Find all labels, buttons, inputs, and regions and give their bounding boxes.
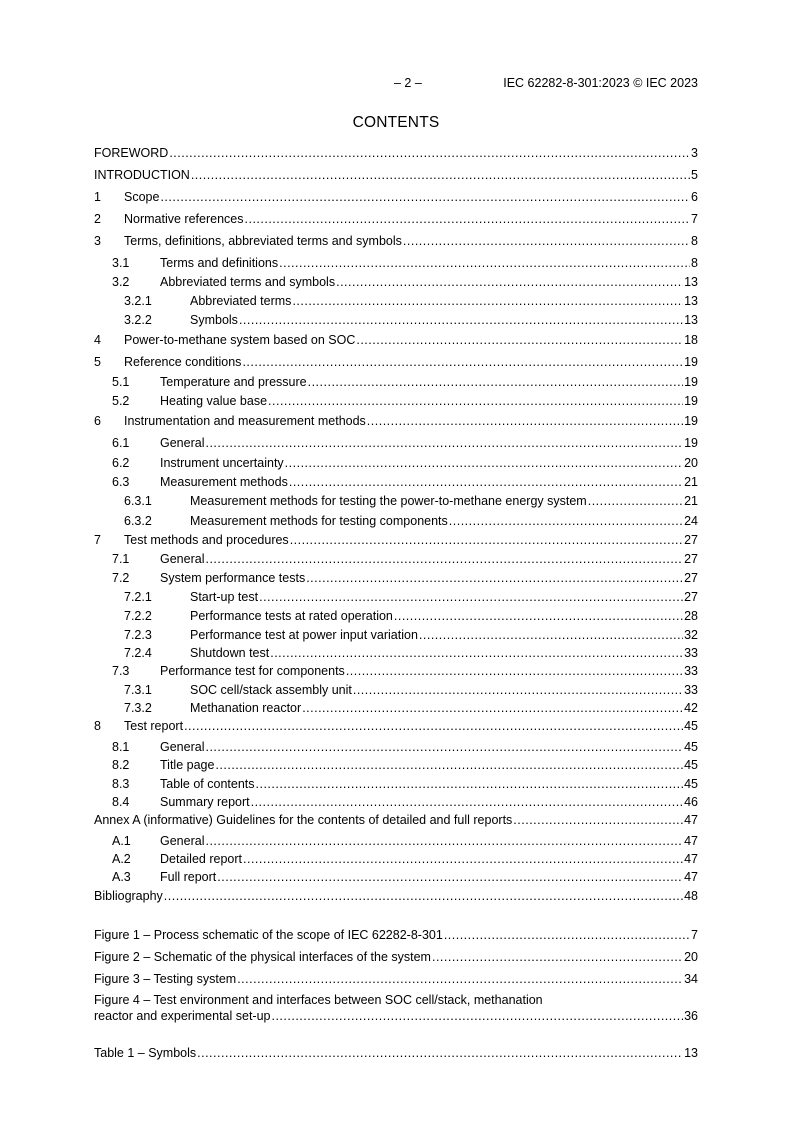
toc-entry-page: 5 [691, 168, 698, 182]
toc-entry-page: 21 [684, 475, 698, 489]
dot-leader [432, 949, 683, 965]
table-entry-title: Table 1 – Symbols [94, 1046, 197, 1060]
toc-entry-number: 2 [94, 212, 101, 226]
figure-entry-title: Figure 1 – Process schematic of the scope of IEC 62282-8-301 [94, 928, 443, 942]
toc-entry[interactable] [94, 682, 698, 698]
toc-entry-page: 48 [684, 889, 698, 903]
toc-entry-title: INTRODUCTION [94, 168, 190, 182]
toc-entry[interactable] [94, 332, 698, 348]
figure-entry[interactable] [94, 949, 698, 965]
toc-entry[interactable] [94, 474, 698, 490]
dot-leader [205, 435, 683, 451]
dot-leader [306, 570, 683, 586]
toc-entry-title: Detailed report [160, 852, 242, 866]
toc-entry-title: General [160, 436, 205, 450]
dot-leader [271, 1008, 683, 1024]
toc-entry-title: Abbreviated terms [190, 294, 292, 308]
figure-entry-page: 34 [684, 972, 698, 986]
toc-entry[interactable] [94, 608, 698, 624]
dot-leader [215, 757, 683, 773]
toc-entry-title: Terms, definitions, abbreviated terms and symbols [124, 234, 402, 248]
toc-entry-page: 19 [684, 355, 698, 369]
toc-entry[interactable] [94, 167, 698, 183]
dot-leader [160, 189, 690, 205]
toc-entry-page: 13 [684, 275, 698, 289]
toc-entry-page: 3 [691, 146, 698, 160]
dot-leader [336, 274, 683, 290]
toc-entry-page: 8 [691, 234, 698, 248]
toc-entry[interactable] [94, 274, 698, 290]
toc-entry-page: 33 [684, 664, 698, 678]
toc-entry-title: Table of contents [160, 777, 255, 791]
toc-entry-title: Performance test for components [160, 664, 345, 678]
toc-entry[interactable] [94, 663, 698, 679]
toc-entry-title: System performance tests [160, 571, 306, 585]
toc-entry-number: 7.2 [112, 571, 130, 585]
toc-entry-title: Test report [124, 719, 184, 733]
toc-entry-page: 27 [684, 533, 698, 547]
dot-leader [243, 851, 683, 867]
toc-entry-page: 19 [684, 394, 698, 408]
page-title: CONTENTS [352, 114, 440, 131]
figure-entry-page: 20 [684, 950, 698, 964]
toc-entry[interactable] [94, 851, 698, 867]
toc-entry-number: 1 [94, 190, 101, 204]
toc-entry[interactable] [94, 757, 698, 773]
toc-entry-title: Start-up test [190, 590, 259, 604]
toc-entry[interactable] [94, 435, 698, 451]
toc-entry[interactable] [94, 354, 698, 370]
toc-entry-number: 8.1 [112, 740, 130, 754]
toc-entry[interactable] [94, 513, 698, 529]
toc-entry[interactable] [94, 211, 698, 227]
toc-entry-number: 3.2.1 [124, 294, 152, 308]
toc-entry-number: 6.3.2 [124, 514, 152, 528]
table-entry-page: 13 [684, 1046, 698, 1060]
toc-entry-title: Performance test at power input variation [190, 628, 418, 642]
toc-entry-title: General [160, 834, 205, 848]
toc-entry-number: 7 [94, 533, 101, 547]
toc-entry-page: 27 [684, 552, 698, 566]
figure-entry[interactable] [94, 992, 698, 1024]
toc-entry[interactable] [94, 888, 698, 904]
dot-leader [205, 739, 683, 755]
dot-leader [239, 312, 683, 328]
toc-entry-page: 47 [684, 813, 698, 827]
dot-leader [169, 145, 690, 161]
figure-entry[interactable] [94, 927, 698, 943]
toc-entry[interactable] [94, 233, 698, 249]
toc-entry[interactable] [94, 812, 698, 828]
dot-leader [164, 888, 683, 904]
toc-entry-number: 7.3.2 [124, 701, 152, 715]
toc-entry[interactable] [94, 776, 698, 792]
toc-entry-page: 24 [684, 514, 698, 528]
toc-entry-number: 6.3.1 [124, 494, 152, 508]
toc-entry-number: 3.2.2 [124, 313, 152, 327]
toc-entry-number: 7.2.4 [124, 646, 152, 660]
toc-entry[interactable] [94, 700, 698, 716]
toc-entry[interactable] [94, 645, 698, 661]
toc-entry-page: 33 [684, 646, 698, 660]
toc-entry[interactable] [94, 374, 698, 390]
toc-entry-number: 8.4 [112, 795, 130, 809]
toc-entry-title: Abbreviated terms and symbols [160, 275, 336, 289]
figure-entry-title-line1: Figure 4 – Test environment and interfaces between SOC cell/stack, methanation [94, 993, 543, 1007]
toc-entry-title: FOREWORD [94, 146, 169, 160]
dot-leader [367, 413, 683, 429]
toc-entry-title: Methanation reactor [190, 701, 302, 715]
dot-leader [242, 354, 683, 370]
toc-entry-number: 7.3.1 [124, 683, 152, 697]
toc-entry-page: 6 [691, 190, 698, 204]
toc-entry[interactable] [94, 255, 698, 271]
toc-entry-number: 4 [94, 333, 101, 347]
toc-entry[interactable] [94, 493, 698, 509]
toc-entry-title: General [160, 552, 205, 566]
toc-entry-title: Terms and definitions [160, 256, 279, 270]
toc-entry[interactable] [94, 413, 698, 429]
dot-leader [588, 493, 683, 509]
toc-entry-title: Performance tests at rated operation [190, 609, 393, 623]
toc-entry-number: 7.1 [112, 552, 130, 566]
toc-entry[interactable] [94, 570, 698, 586]
toc-entry[interactable] [94, 393, 698, 409]
toc-entry-title: Title page [160, 758, 215, 772]
toc-entry-page: 20 [684, 456, 698, 470]
toc-entry-page: 47 [684, 852, 698, 866]
dot-leader [292, 293, 683, 309]
toc-entry[interactable] [94, 718, 698, 734]
toc-entry-number: 6 [94, 414, 101, 428]
figure-entry-title: Figure 2 – Schematic of the physical interfaces of the system [94, 950, 431, 964]
toc-entry-number: A.3 [112, 870, 131, 884]
dot-leader [444, 927, 690, 943]
toc-entry-title: Symbols [190, 313, 238, 327]
dot-leader [245, 211, 691, 227]
toc-entry-title: Instrument uncertainty [160, 456, 284, 470]
figure-entry[interactable] [94, 971, 698, 987]
dot-leader [279, 255, 690, 271]
toc-entry-page: 46 [684, 795, 698, 809]
toc-entry[interactable] [94, 293, 698, 309]
toc-entry-title: Scope [124, 190, 160, 204]
figure-entry-title: Figure 3 – Testing system [94, 972, 237, 986]
toc-entry[interactable] [94, 532, 698, 548]
toc-entry-page: 21 [684, 494, 698, 508]
toc-entry-number: 8 [94, 719, 101, 733]
toc-entry[interactable] [94, 794, 698, 810]
toc-entry-title: Normative references [124, 212, 244, 226]
toc-entry-number: 6.1 [112, 436, 130, 450]
figure-entry-line2 [94, 1008, 698, 1024]
toc-entry[interactable] [94, 145, 698, 161]
page-number: – 2 – [394, 76, 422, 90]
dot-leader [394, 608, 683, 624]
dot-leader [217, 869, 683, 885]
page-header [94, 76, 698, 92]
toc-entry-number: 6.2 [112, 456, 130, 470]
toc-entry-page: 19 [684, 375, 698, 389]
toc-entry-number: 8.3 [112, 777, 130, 791]
toc-entry-page: 45 [684, 719, 698, 733]
toc-entry-title: Measurement methods for testing the power-to-methane energy system [190, 494, 587, 508]
toc-entry-page: 19 [684, 436, 698, 450]
toc-entry-page: 19 [684, 414, 698, 428]
toc-entry-page: 32 [684, 628, 698, 642]
toc-entry[interactable] [94, 833, 698, 849]
dot-leader [285, 455, 683, 471]
dot-leader [289, 474, 683, 490]
dot-leader [346, 663, 683, 679]
dot-leader [513, 812, 683, 828]
dot-leader [237, 971, 683, 987]
toc-entry-page: 42 [684, 701, 698, 715]
dot-leader [353, 682, 683, 698]
toc-entry-title: Instrumentation and measurement methods [124, 414, 366, 428]
table-entry[interactable] [94, 1045, 698, 1061]
toc-entry-page: 18 [684, 333, 698, 347]
dot-leader [403, 233, 690, 249]
dot-leader [251, 794, 683, 810]
toc-entry-page: 8 [691, 256, 698, 270]
toc-entry-page: 45 [684, 758, 698, 772]
toc-entry-page: 33 [684, 683, 698, 697]
toc-entry-page: 45 [684, 777, 698, 791]
dot-leader [256, 776, 684, 792]
toc-entry-title: Test methods and procedures [124, 533, 289, 547]
toc-entry-title: Measurement methods [160, 475, 288, 489]
toc-entry-title: Measurement methods for testing components [190, 514, 448, 528]
toc-entry-title: Shutdown test [190, 646, 270, 660]
dot-leader [419, 627, 683, 643]
dot-leader [268, 393, 683, 409]
toc-entry[interactable] [94, 189, 698, 205]
toc-entry-title: Reference conditions [124, 355, 242, 369]
dot-leader [197, 1045, 683, 1061]
toc-entry[interactable] [94, 739, 698, 755]
toc-entry-title: Annex A (informative) Guidelines for the contents of detailed and full reports [94, 813, 513, 827]
toc-entry-number: 3.2 [112, 275, 130, 289]
dot-leader [302, 700, 683, 716]
toc-entry-number: 7.3 [112, 664, 130, 678]
dot-leader [184, 718, 683, 734]
dot-leader [449, 513, 683, 529]
document-id: IEC 62282-8-301:2023 © IEC 2023 [503, 76, 698, 90]
toc-entry-number: 6.3 [112, 475, 130, 489]
dot-leader [308, 374, 683, 390]
toc-entry-title: General [160, 740, 205, 754]
toc-entry-page: 47 [684, 870, 698, 884]
toc-entry-title: SOC cell/stack assembly unit [190, 683, 352, 697]
toc-entry-page: 13 [684, 313, 698, 327]
toc-entry-number: 7.2.1 [124, 590, 152, 604]
toc-entry-number: 8.2 [112, 758, 130, 772]
toc-entry-title: Power-to-methane system based on SOC [124, 333, 356, 347]
toc-entry-page: 27 [684, 590, 698, 604]
toc-entry-number: 7.2.3 [124, 628, 152, 642]
toc-entry-number: A.2 [112, 852, 131, 866]
toc-entry[interactable] [94, 869, 698, 885]
toc-entry-number: 7.2.2 [124, 609, 152, 623]
toc-entry-number: 5 [94, 355, 101, 369]
toc-entry-page: 45 [684, 740, 698, 754]
dot-leader [191, 167, 690, 183]
toc-entry-page: 28 [684, 609, 698, 623]
toc-entry[interactable] [94, 455, 698, 471]
toc-entry-page: 7 [691, 212, 698, 226]
toc-entry[interactable] [94, 551, 698, 567]
toc-entry[interactable] [94, 312, 698, 328]
dot-leader [205, 551, 683, 567]
toc-entry-title: Temperature and pressure [160, 375, 307, 389]
dot-leader [205, 833, 683, 849]
toc-entry-title: Bibliography [94, 889, 163, 903]
toc-entry-title: Heating value base [160, 394, 268, 408]
figure-entry-page: 36 [684, 1009, 698, 1023]
toc-entry[interactable] [94, 589, 698, 605]
toc-entry-number: 3 [94, 234, 101, 248]
toc-entry-number: 5.2 [112, 394, 130, 408]
toc-entry[interactable] [94, 627, 698, 643]
toc-entry-page: 13 [684, 294, 698, 308]
dot-leader [270, 645, 683, 661]
dot-leader [290, 532, 683, 548]
toc-entry-number: 3.1 [112, 256, 130, 270]
dot-leader [259, 589, 683, 605]
figure-entry-title-line2: reactor and experimental set-up [94, 1009, 271, 1023]
toc-entry-page: 47 [684, 834, 698, 848]
dot-leader [356, 332, 683, 348]
toc-entry-title: Full report [160, 870, 217, 884]
toc-entry-title: Summary report [160, 795, 250, 809]
toc-entry-number: A.1 [112, 834, 131, 848]
toc-entry-page: 27 [684, 571, 698, 585]
toc-entry-number: 5.1 [112, 375, 130, 389]
figure-entry-page: 7 [691, 928, 698, 942]
